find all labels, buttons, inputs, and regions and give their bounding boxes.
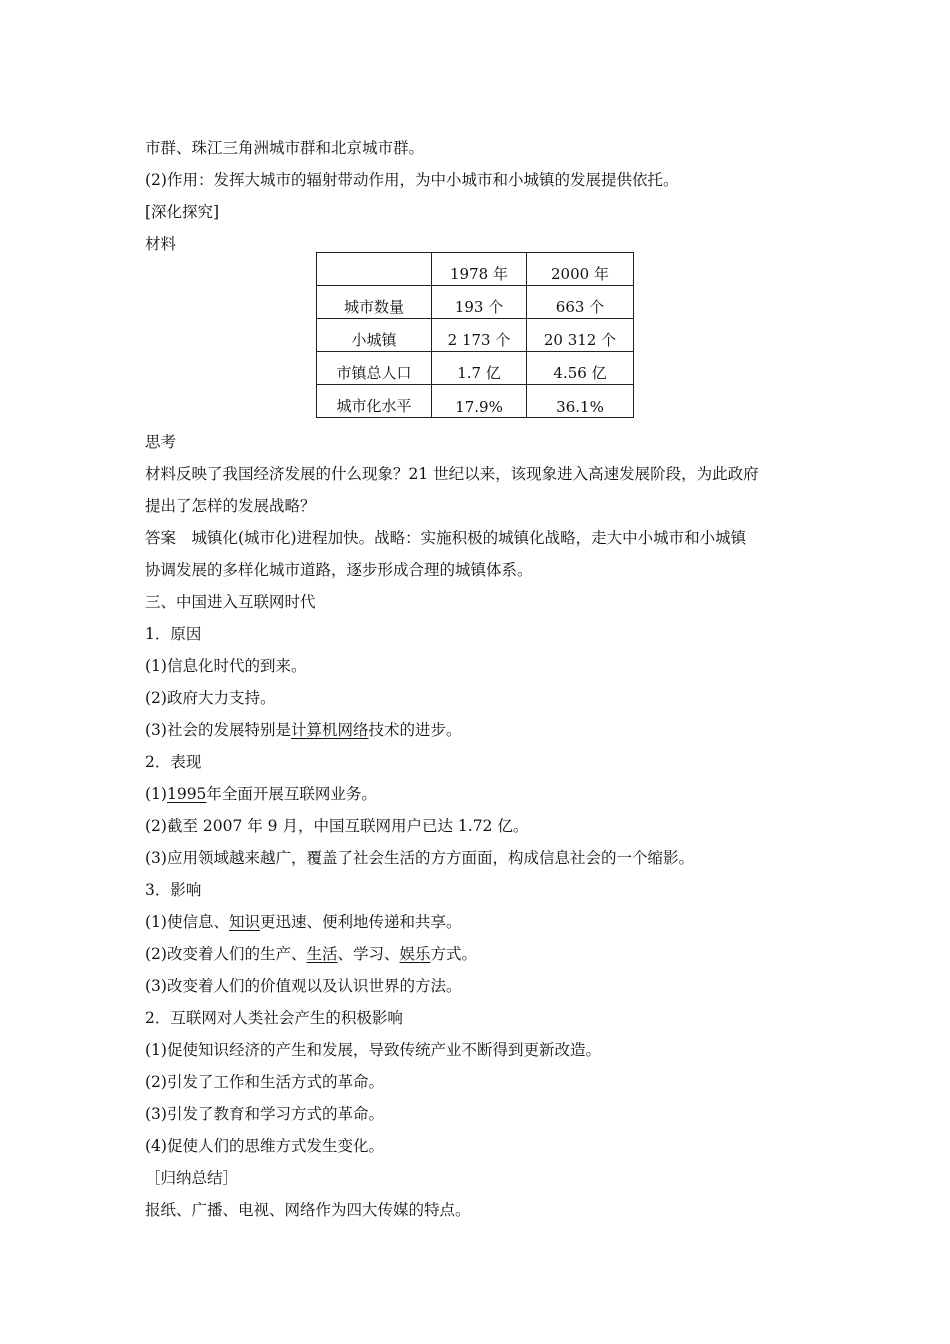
table-cell: 36.1% [527, 385, 634, 418]
list-item: (3)社会的发展特别是计算机网络技术的进步。 [145, 721, 462, 739]
think-label: 思考 [145, 433, 177, 451]
table-cell: 2 173 个 [432, 319, 527, 352]
underlined-term: 计算机网络 [290, 721, 369, 739]
text-line: 市群、珠江三角洲城市群和北京城市群。 [145, 139, 425, 157]
question-line: 材料反映了我国经济发展的什么现象？21 世纪以来，该现象进入高速发展阶段，为此政府 [145, 465, 759, 483]
list-item: (1)促使知识经济的产生和发展，导致传统产业不断得到更新改造。 [145, 1041, 601, 1059]
underlined-term: 知识 [228, 913, 260, 931]
underlined-term: 生活 [306, 945, 338, 963]
subheading: 3．影响 [145, 881, 202, 899]
list-item: (3)改变着人们的价值观以及认识世界的方法。 [145, 977, 462, 995]
bracket-heading: ［归纳总结］ [145, 1169, 239, 1187]
answer-line: 答案 城镇化(城市化)进程加快。战略：实施积极的城镇化战略，走大中小城市和小城镇 [145, 529, 747, 547]
bracket-heading: [深化探究] [145, 203, 220, 221]
list-item: (1)信息化时代的到来。 [145, 657, 307, 675]
table-cell: 4.56 亿 [527, 352, 634, 385]
subheading: 1．原因 [145, 625, 202, 643]
question-line: 提出了怎样的发展战略？ [145, 497, 316, 515]
table-header-row [317, 253, 634, 286]
table-cell: 17.9% [432, 385, 527, 418]
underlined-term: 娱乐 [399, 945, 431, 963]
table-cell [317, 253, 432, 286]
subheading: 2．表现 [145, 753, 202, 771]
table-cell: 小城镇 [317, 319, 432, 352]
table-row [317, 319, 634, 352]
text-line: 报纸、广播、电视、网络作为四大传媒的特点。 [145, 1201, 471, 1219]
list-item: (2)截至 2007 年 9 月，中国互联网用户已达 1.72 亿。 [145, 817, 529, 835]
table-cell: 城市数量 [317, 286, 432, 319]
table-cell: 663 个 [527, 286, 634, 319]
list-item: (2)引发了工作和生活方式的革命。 [145, 1073, 384, 1091]
urbanization-table [316, 252, 634, 418]
table-row [317, 286, 634, 319]
table-cell: 1978 年 [432, 253, 527, 286]
table-row [317, 385, 634, 418]
answer-line: 协调发展的多样化城市道路，逐步形成合理的城镇体系。 [145, 561, 533, 579]
list-item: (4)促使人们的思维方式发生变化。 [145, 1137, 384, 1155]
table-cell: 城市化水平 [317, 385, 432, 418]
underlined-term: 1995 [166, 785, 207, 803]
table-cell: 2000 年 [527, 253, 634, 286]
list-item: (3)引发了教育和学习方式的革命。 [145, 1105, 384, 1123]
subheading: 2．互联网对人类社会产生的积极影响 [145, 1009, 403, 1027]
section-title: 三、中国进入互联网时代 [145, 593, 316, 611]
list-item: (2)政府大力支持。 [145, 689, 276, 707]
list-item: (1)1995年全面开展互联网业务。 [145, 785, 377, 803]
list-item: (3)应用领域越来越广，覆盖了社会生活的方方面面，构成信息社会的一个缩影。 [145, 849, 694, 867]
table-cell: 193 个 [432, 286, 527, 319]
list-item: (1)使信息、知识更迅速、便利地传递和共享。 [145, 913, 462, 931]
table-cell: 20 312 个 [527, 319, 634, 352]
table-row [317, 352, 634, 385]
text-line: (2)作用：发挥大城市的辐射带动作用，为中小城市和小城镇的发展提供依托。 [145, 171, 679, 189]
list-item: (2)改变着人们的生产、生活、学习、娱乐方式。 [145, 945, 478, 963]
table-cell: 1.7 亿 [432, 352, 527, 385]
table-cell: 市镇总人口 [317, 352, 432, 385]
material-label: 材料 [145, 235, 177, 253]
